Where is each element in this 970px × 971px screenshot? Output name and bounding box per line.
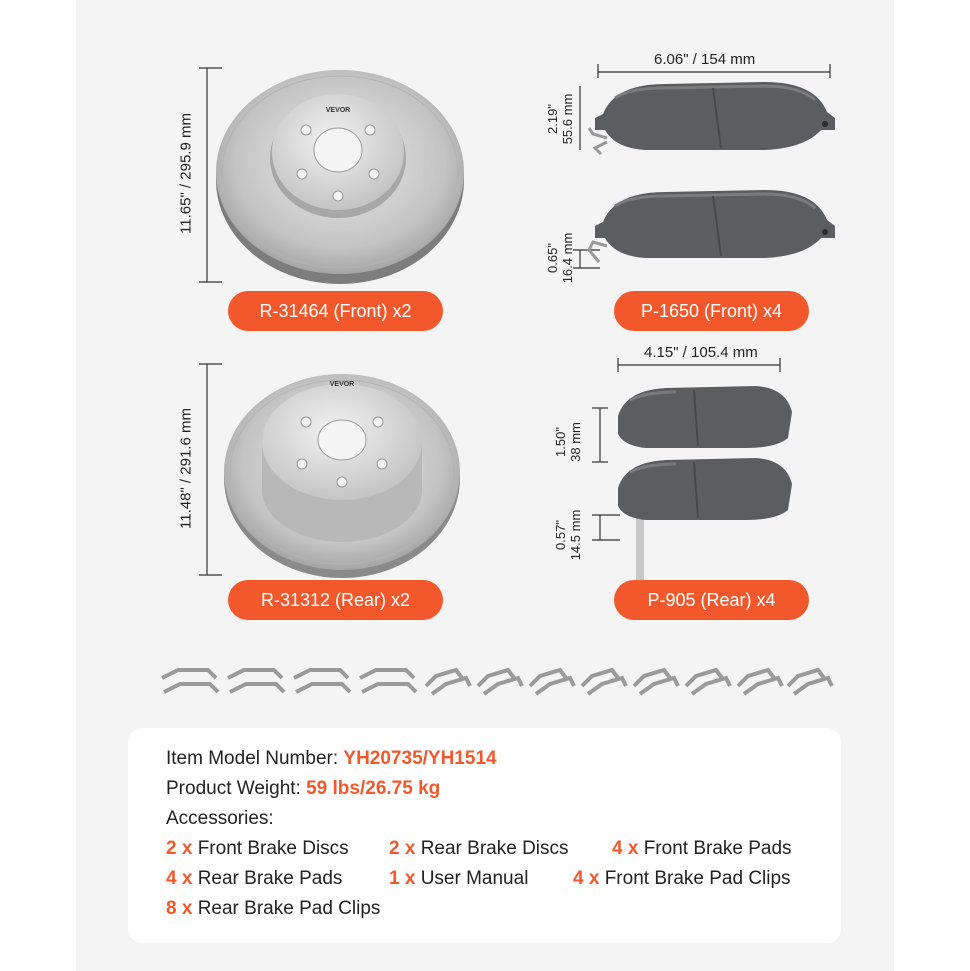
rear-pad-height-in: 1.50" <box>553 427 568 457</box>
accessory-qty: 4 x <box>612 838 639 859</box>
front-pad-clip <box>294 670 350 692</box>
product-weight-row <box>166 778 440 800</box>
model-number-label: Item Model Number: <box>166 748 339 769</box>
accessory-item <box>389 838 569 860</box>
rear-brake-disc <box>214 360 474 590</box>
front-pad-thickness <box>545 218 575 298</box>
rear-pad-height <box>553 402 583 482</box>
product-weight-label: Product Weight: <box>166 778 301 799</box>
front-pad-thickness-mm: 16.4 mm <box>560 232 575 284</box>
rear-brake-pad-bottom <box>606 450 806 580</box>
front-pad-clip <box>228 670 284 692</box>
rear-pad-clip <box>686 670 730 694</box>
front-brake-pad-top <box>585 78 845 168</box>
front-disc-label: R-31464 (Front) x2 <box>228 291 443 331</box>
front-disc-brand-logo: VEVOR <box>325 107 351 114</box>
rear-pad-clip <box>788 670 832 694</box>
rear-pad-clip <box>634 670 678 694</box>
accessory-name: Rear Brake Pads <box>197 868 343 889</box>
accessory-name: Front Brake Discs <box>197 838 349 859</box>
rear-disc-diameter: 11.48" / 291.6 mm <box>177 408 195 529</box>
accessory-item <box>573 868 791 890</box>
model-number-row <box>166 748 497 770</box>
front-pad-label: P-1650 (Front) x4 <box>614 291 809 331</box>
accessory-qty: 2 x <box>389 838 416 859</box>
accessories-heading: Accessories: <box>166 808 274 829</box>
accessory-name: User Manual <box>420 868 529 889</box>
rear-pad-clip <box>582 670 626 694</box>
front-pad-width: 6.06" / 154 mm <box>654 51 756 68</box>
model-number-value: YH20735/YH1514 <box>343 748 497 769</box>
front-pad-height <box>545 79 575 159</box>
accessory-qty: 1 x <box>389 868 416 889</box>
accessory-item <box>612 838 792 860</box>
accessory-qty: 8 x <box>166 898 193 919</box>
accessory-item <box>166 838 349 860</box>
accessory-qty: 4 x <box>573 868 600 889</box>
front-pad-clip <box>360 670 416 692</box>
accessory-name: Rear Brake Pad Clips <box>197 898 381 919</box>
rear-pad-clip <box>530 670 574 694</box>
rear-pad-clip <box>478 670 522 694</box>
rear-brake-pad-top <box>606 378 806 458</box>
rear-disc-label: R-31312 (Rear) x2 <box>228 580 443 620</box>
rear-pad-thickness-in: 0.57" <box>553 520 568 550</box>
accessory-name: Front Brake Pad Clips <box>604 868 791 889</box>
accessory-item <box>166 898 380 920</box>
brake-pad-clips <box>158 658 838 708</box>
accessory-item <box>389 868 528 890</box>
product-weight-value: 59 lbs/26.75 kg <box>306 778 441 799</box>
rear-pad-label: P-905 (Rear) x4 <box>614 580 809 620</box>
front-pad-height-mm: 55.6 mm <box>560 93 575 145</box>
accessory-qty: 4 x <box>166 868 193 889</box>
rear-pad-thickness-mm: 14.5 mm <box>568 509 583 561</box>
rear-pad-height-mm: 38 mm <box>568 422 583 462</box>
accessory-qty: 2 x <box>166 838 193 859</box>
accessory-item <box>166 868 342 890</box>
front-pad-height-in: 2.19" <box>545 104 560 134</box>
front-brake-pad-bottom <box>585 186 845 276</box>
rear-pad-thickness <box>553 495 583 575</box>
accessory-name: Rear Brake Discs <box>420 838 569 859</box>
rear-disc-brand-logo: VEVOR <box>329 381 355 388</box>
front-pad-thickness-in: 0.65" <box>545 243 560 273</box>
front-pad-clip <box>162 670 218 692</box>
rear-pad-clip <box>426 670 470 694</box>
accessory-name: Front Brake Pads <box>643 838 792 859</box>
rear-pad-clip <box>738 670 782 694</box>
rear-pad-width: 4.15" / 105.4 mm <box>644 344 758 361</box>
front-disc-diameter: 11.65" / 295.9 mm <box>177 113 195 234</box>
front-brake-disc <box>210 62 470 292</box>
